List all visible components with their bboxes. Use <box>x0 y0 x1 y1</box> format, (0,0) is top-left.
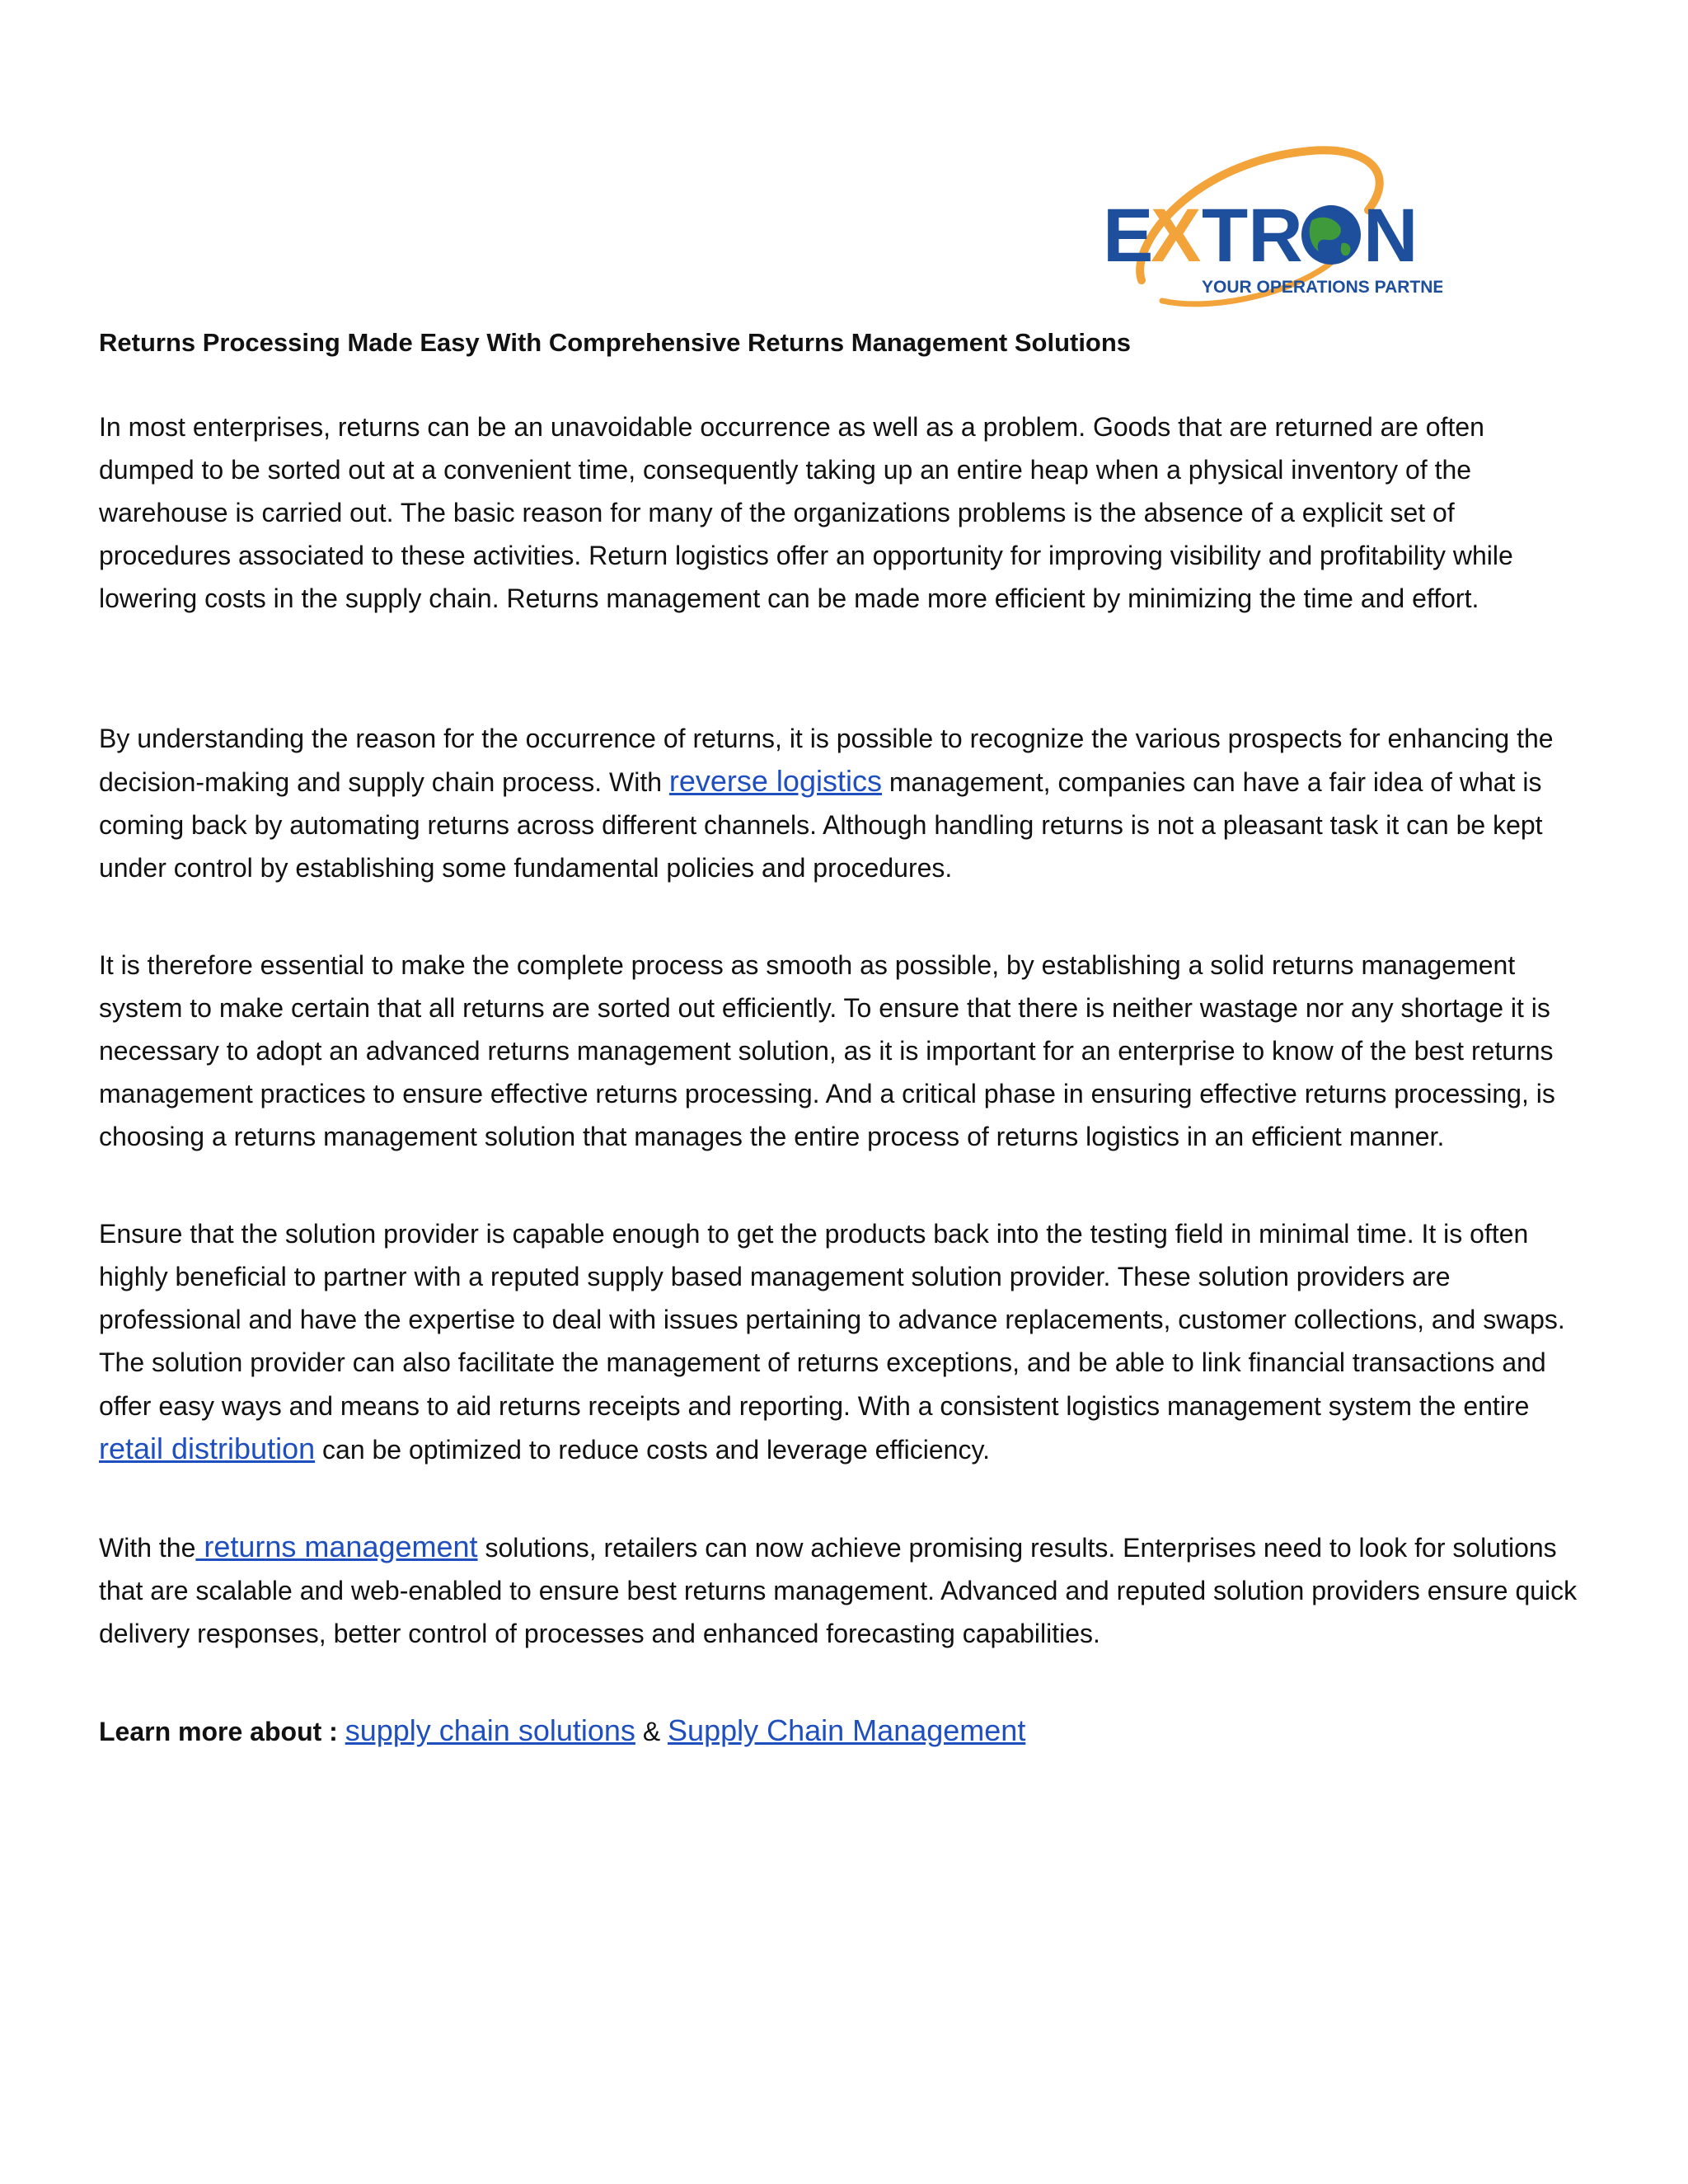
paragraph-4-text-before: Ensure that the solution provider is capable enough to get the products back into the testing field in minimal time. It is often highly beneficial to partner with a reputed supply based management solution provider. These solution providers are professional and have the expertise to deal with issues pertaining to advance replacements, customer collections, and swaps. The solution provider can also facilitate the management of returns exceptions, and be able to link financial transactions and offer easy ways and means to aid returns receipts and reporting. With a consistent logistics management system the entire <box>99 1219 1565 1421</box>
paragraph-2 <box>99 717 1582 889</box>
supply-chain-solutions-link[interactable]: supply chain solutions <box>345 1713 635 1747</box>
logo-text-e: E <box>1103 194 1154 278</box>
logo-tagline: YOUR OPERATIONS PARTNER <box>1202 278 1442 297</box>
paragraph-4-text-after: can be optimized to reduce costs and leverage efficiency. <box>315 1435 990 1465</box>
learn-more <box>99 1709 1582 1753</box>
paragraph-1: In most enterprises, returns can be an unavoidable occurrence as well as a problem. Goods that are returned are often dumped to be sorted out at a convenient time, consequently taking up an entire heap when a physical inventory of the warehouse is carried out. The basic reason for many of the organizations problems is the absence of a explicit set of procedures associated to these activities. Return logistics offer an opportunity for improving visibility and profitability while lowering costs in the supply chain. Returns management can be made more efficient by minimizing the time and effort. <box>99 412 1513 613</box>
paragraph-4 <box>99 1212 1582 1471</box>
extron-logo <box>1096 144 1442 317</box>
retail-distribution-link[interactable]: retail distribution <box>99 1432 316 1465</box>
supply-chain-management-link[interactable]: Supply Chain Management <box>668 1713 1026 1747</box>
paragraph-2-text-after: management, companies can have a fair idea of what is coming back by automating returns across different channels. Although handling returns is not a pleasant task it can be kept under control by establishing some fundamental policies and procedures. <box>99 767 1543 883</box>
learn-more-label: Learn more about : <box>99 1717 345 1746</box>
article-title: Returns Processing Made Easy With Comprehensive Returns Management Solutions <box>99 328 1132 357</box>
paragraph-5-text-before: With the <box>99 1533 196 1563</box>
reverse-logistics-link[interactable]: reverse logistics <box>668 764 882 798</box>
logo-text-tr: TR <box>1202 194 1303 278</box>
paragraph-5-text-after: solutions, retailers can now achieve promising results. Enterprises need to look for solutions that are scalable and web-enabled to ensure best returns management. Advanced and reputed solution providers ensure quick delivery responses, better control of processes and enhanced forecasting capabilities. <box>99 1533 1578 1648</box>
paragraph-3: It is therefore essential to make the complete process as smooth as possible, by establishing a solid returns management system to make certain that all returns are sorted out efficiently. To ensure that there is neither wastage nor any shortage it is necessary to adopt an advanced returns management solution, as it is important for an enterprise to know of the best returns management practices to ensure effective returns processing. And a critical phase in ensuring effective returns processing, is choosing a returns management solution that manages the entire process of returns logistics in an efficient manner. <box>99 950 1555 1151</box>
learn-more-separator: & <box>635 1717 668 1746</box>
returns-management-link[interactable]: returns management <box>195 1530 478 1563</box>
article <box>99 321 1582 1753</box>
paragraph-2-text-before: By understanding the reason for the occurrence of returns, it is possible to recognize the various prospects for enhancing the decision-making and supply chain process. With <box>99 724 1554 797</box>
extron-logo-graphic <box>1096 144 1442 317</box>
paragraph-5 <box>99 1526 1582 1655</box>
logo-text-n: N <box>1363 194 1418 278</box>
logo-text-x: X <box>1151 194 1202 278</box>
